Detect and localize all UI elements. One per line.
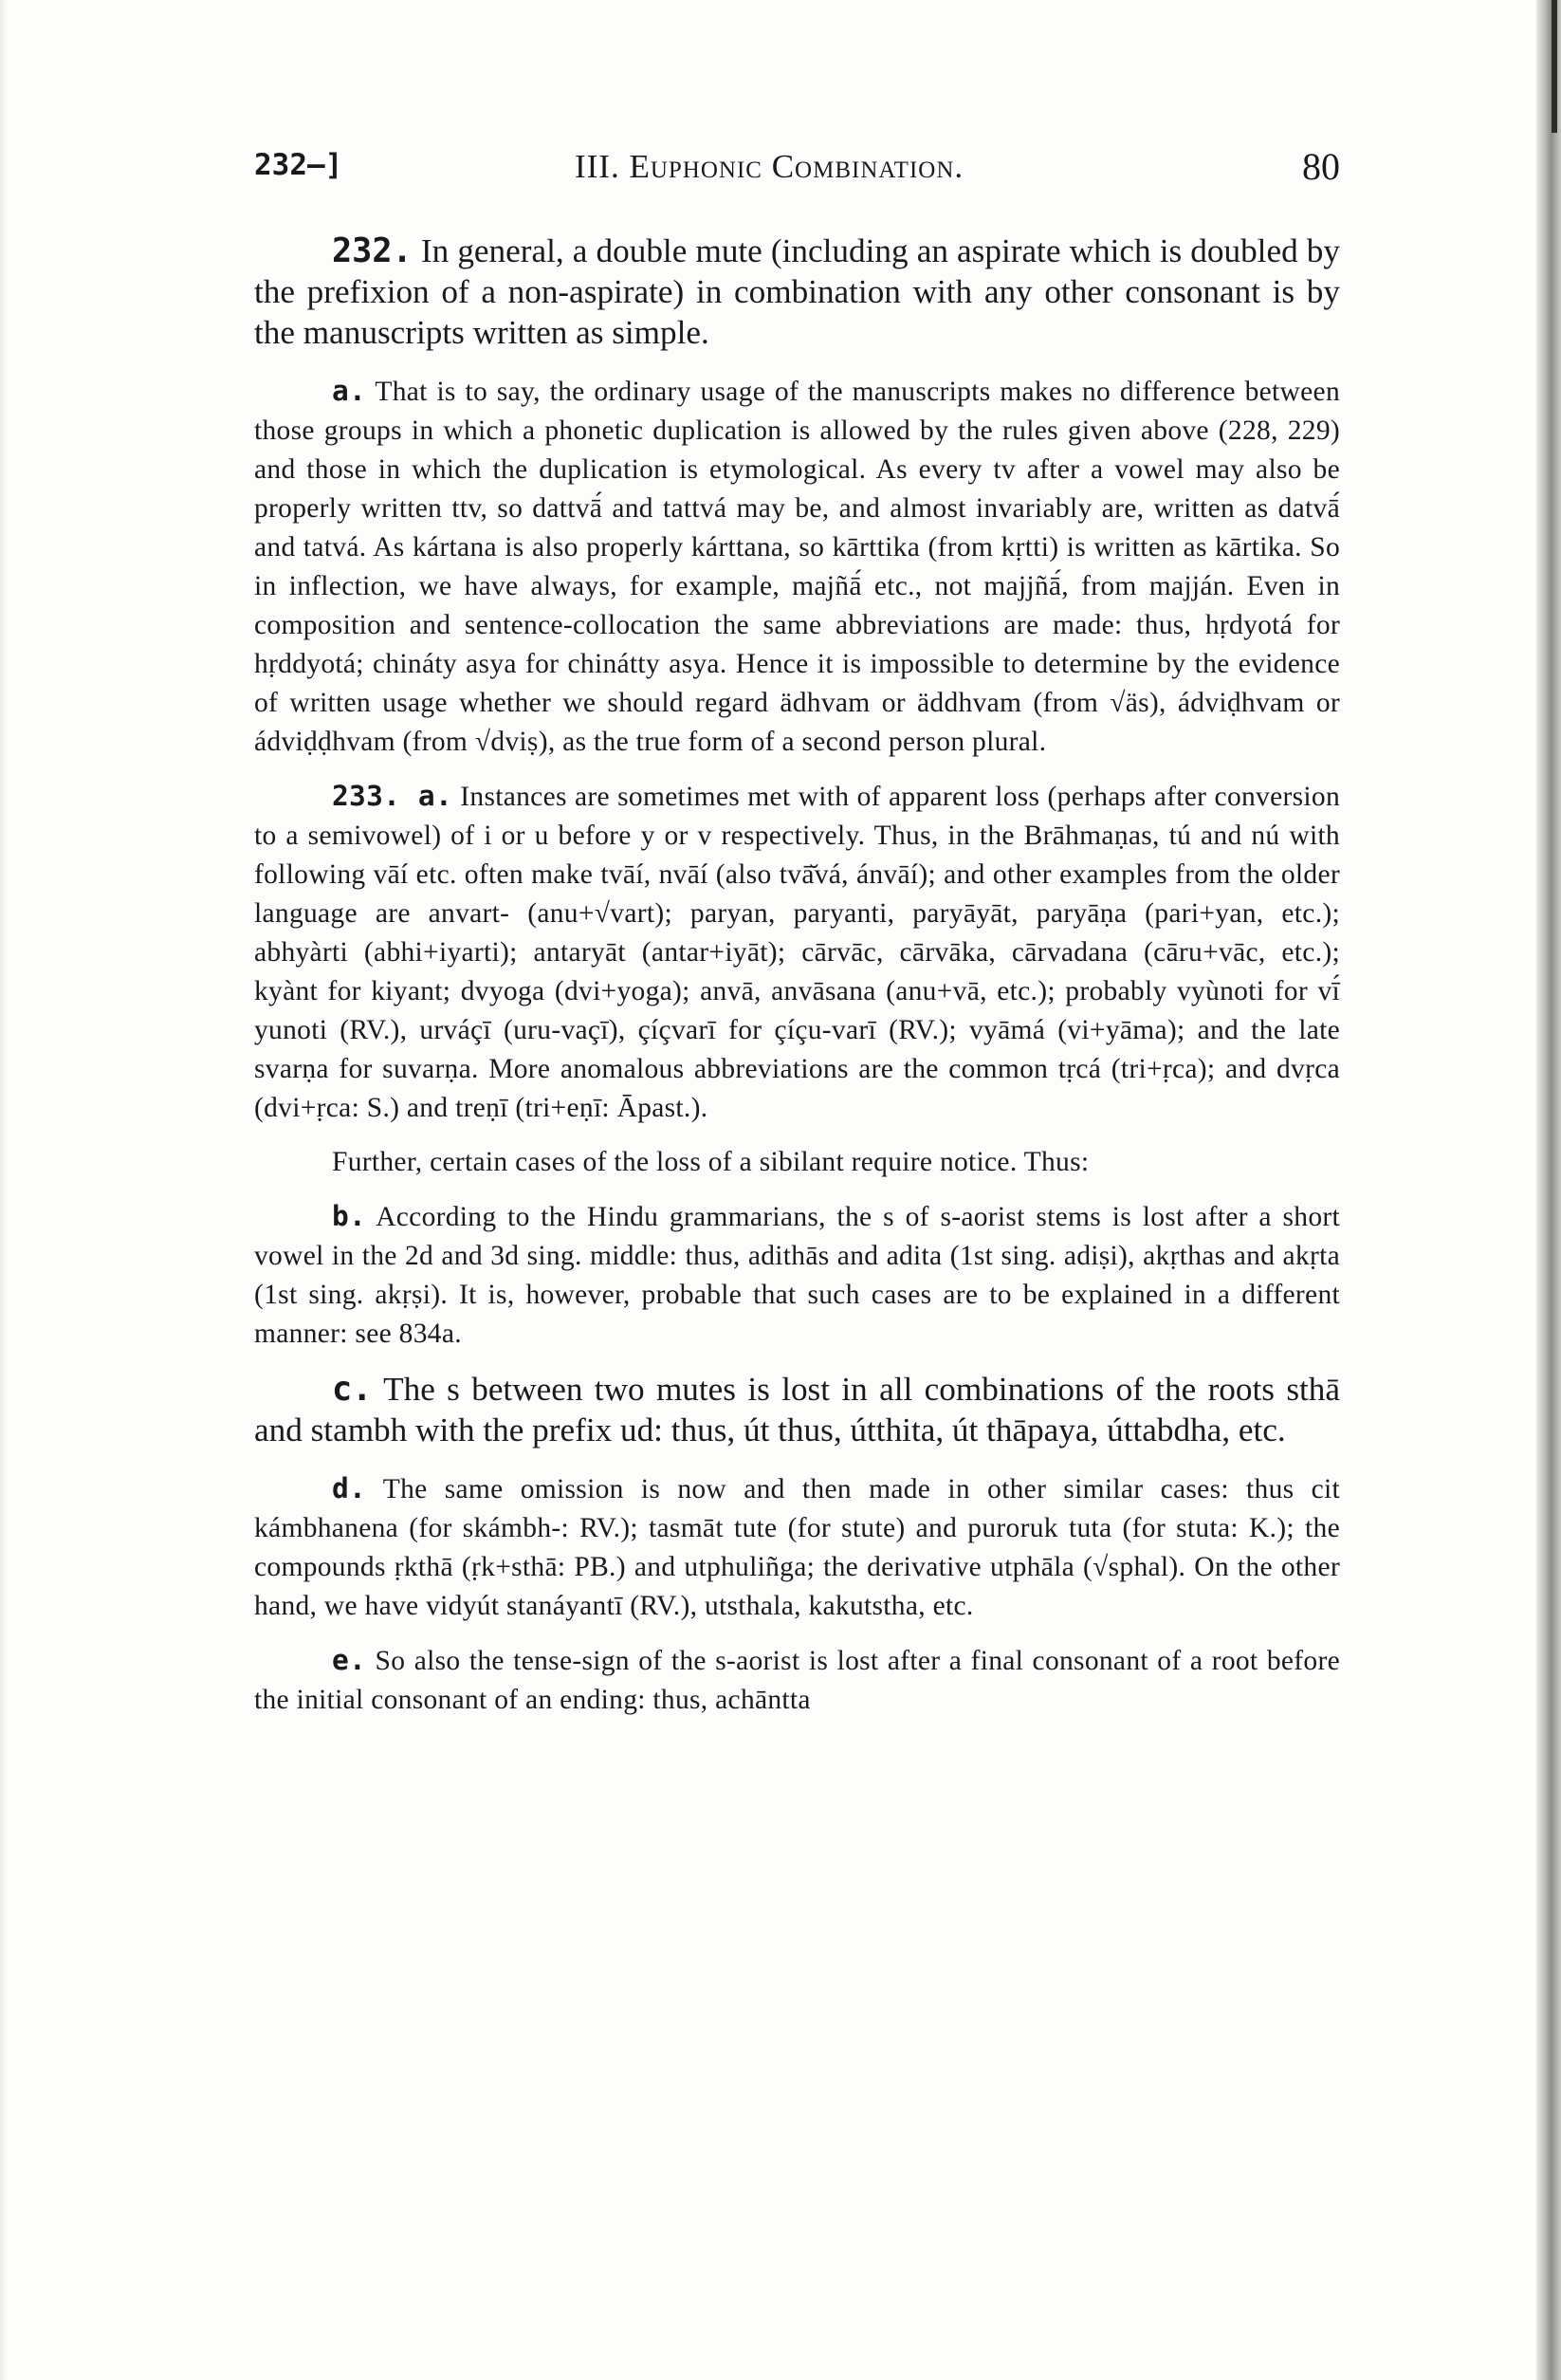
paragraph-text: The same omission is now and then made in other similar cases: thus cit kámbhanena (for skámbh-: RV.); tasmāt tute (for stute) and puroruk tuta (for stuta: K.); the compounds ṛkthā (ṛk+sthā: PB.) and utphuliñga; the derivative utphāla (√sphal). On the other hand, we have vidyút stanáyantī (RV.), utsthala, kakutstha, etc. xyxy=(254,1474,1340,1621)
paragraph-232 xyxy=(254,231,1340,353)
section-reference: 232—] xyxy=(254,148,343,182)
paragraph-text: That is to say, the ordinary usage of the manuscripts makes no difference between those groups in which a phonetic duplication is allowed by the rules given above (228, 229) and those in which the duplication is etymological. As every tv after a vowel may also be properly written ttv, so dattvā́ and tattvá may be, and almost invariably are, written as datvā́ and tatvá. As kártana is also properly kárttana, so kārttika (from kṛtti) is written as kārtika. So in inflection, we have always, for example, majñā́ etc., not majjñā́, from majján. Even in composition and sentence-collocation the same abbreviations are made: thus, hṛdyotá for hṛddyotá; chináty asya for chinátty asya. Hence it is impossible to determine by the evidence of written usage whether we should regard ädhvam or äddhvam (from √äs), ádviḍhvam or ádviḍḍhvam (from √dviṣ), as the true form of a second person plural. xyxy=(254,377,1340,757)
paragraph-text: So also the tense-sign of the s-aorist is lost after a final consonant of a root before the initial consonant of an ending: thus, achāntta xyxy=(254,1646,1340,1715)
paragraph-label: c. xyxy=(332,1370,373,1409)
chapter-title: III. Euphonic Combination. xyxy=(575,148,964,185)
paragraph-233c xyxy=(254,1369,1340,1450)
paragraph-233e xyxy=(254,1641,1340,1720)
page-body xyxy=(254,231,1340,1729)
paragraph-label: 232. xyxy=(332,231,413,270)
running-header xyxy=(254,145,1340,195)
paragraph-label: e. xyxy=(332,1644,367,1676)
page-number: 80 xyxy=(1302,145,1340,188)
paragraph-label: d. xyxy=(332,1472,367,1504)
paragraph-label: 233. a. xyxy=(332,780,453,812)
paragraph-233-further xyxy=(254,1143,1340,1182)
page-left-edge-shadow xyxy=(0,0,8,2380)
paragraph-text: Further, certain cases of the loss of a sibilant require notice. Thus: xyxy=(332,1147,1090,1177)
paragraph-label: b. xyxy=(332,1200,367,1232)
paragraph-text: In general, a double mute (including an aspirate which is doubled by the prefixion of a non-aspirate) in combination with any other consonant is by the manuscripts written as simple. xyxy=(254,232,1340,351)
paragraph-233a xyxy=(254,777,1340,1128)
paragraph-label: a. xyxy=(332,375,367,407)
paragraph-233b xyxy=(254,1197,1340,1354)
book-spine-edge xyxy=(1536,0,1561,2380)
paragraph-text: The s between two mutes is lost in all combinations of the roots sthā and stambh with the prefix ud: thus, út thus, útthita, út thāpaya, úttabdha, etc. xyxy=(254,1371,1341,1448)
paragraph-text: Instances are sometimes met with of apparent loss (perhaps after conversion to a semivowel) of i or u before y or v respectively. Thus, in the Brāhmaṇas, tú and nú with following vāí etc. often make tvāí, nvāí (also tvā̆vá, ánvāí); and other examples from the older language are anvart- (anu+√vart); paryan, paryanti, paryāyāt, paryāṇa (pari+yan, etc.); abhyàrti (abhi+iyarti); antaryāt (antar+iyāt); cārvāc, cārvāka, cārvadana (cāru+vāc, etc.); kyànt for kiyant; dvyoga (dvi+yoga); anvā, anvāsana (anu+vā, etc.); probably vyùnoti for vī́ yunoti (RV.), urváçī (uru-vaçī), çíçvarī for çíçu-varī (RV.); vyāmá (vi+yāma); and the late svarṇa for suvarṇa. More anomalous abbreviations are the common tṛcá (tri+ṛca); and dvṛca (dvi+ṛca: S.) and treṇī (tri+eṇī: Āpast.). xyxy=(254,782,1340,1123)
paragraph-233d xyxy=(254,1469,1340,1626)
paragraph-232a xyxy=(254,372,1340,762)
paragraph-text: According to the Hindu grammarians, the s of s-aorist stems is lost after a short vowel in the 2d and 3d sing. middle: thus, adithās and adita (1st sing. adiṣi), akṛthas and akṛta (1st sing. akṛṣi). It is, however, probable that such cases are to be explained in a different manner: see 834a. xyxy=(254,1202,1340,1349)
